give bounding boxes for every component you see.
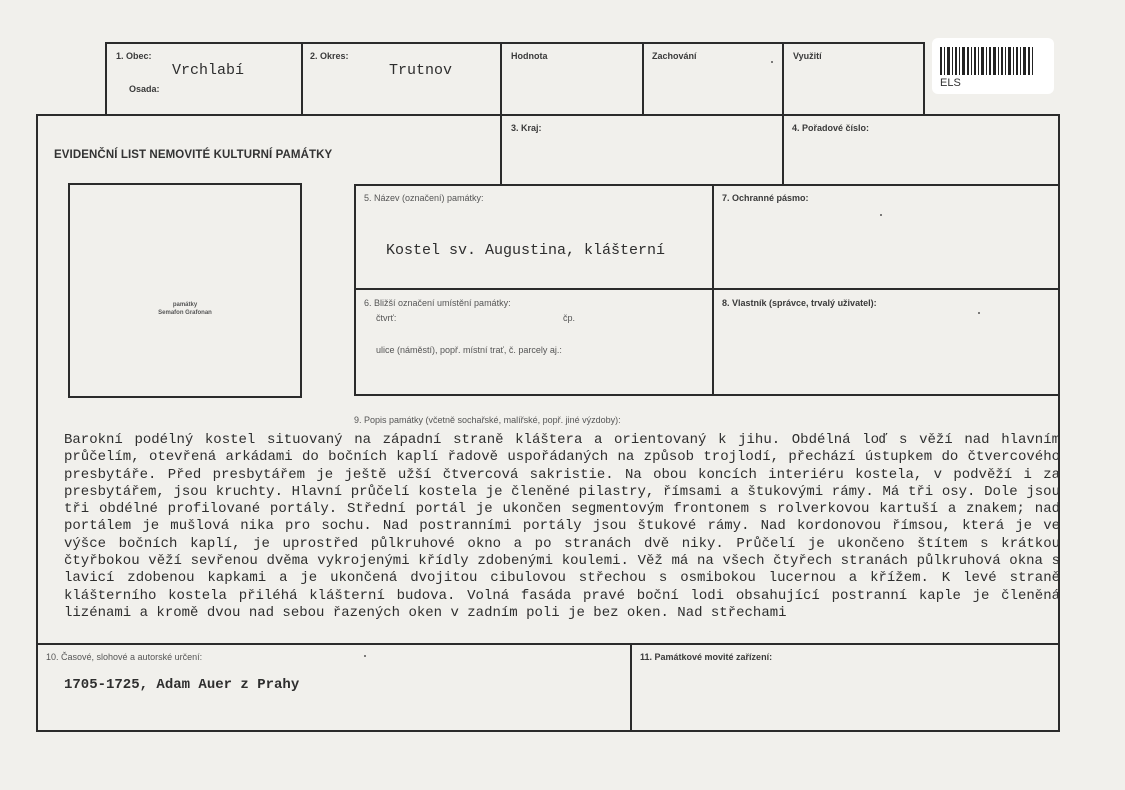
value-obec: Vrchlabí	[172, 62, 245, 79]
dot	[771, 61, 773, 63]
label-obec: 1. Obec:	[116, 51, 152, 61]
barcode-code: ELS	[940, 77, 961, 89]
label-cp: čp.	[563, 313, 576, 323]
rule	[782, 42, 784, 184]
rule	[923, 42, 925, 114]
label-vlastnik: 8. Vlastník (správce, trvalý uživatel):	[722, 298, 877, 308]
label-umisteni: 6. Bližší označení umístění památky:	[364, 298, 511, 308]
label-movite-zarizeni: 11. Památkové movité zařízení:	[640, 652, 773, 662]
label-nazev: 5. Název (označení) památky:	[364, 193, 484, 203]
barcode-sticker	[932, 38, 1054, 94]
rule	[105, 42, 107, 114]
label-osada: Osada:	[129, 84, 160, 94]
label-casove-zarazeni: 10. Časové, slohové a autorské určení:	[46, 652, 203, 662]
dot	[978, 312, 980, 314]
rule	[36, 730, 1060, 732]
value-casove-zarazeni: 1705-1725, Adam Auer z Prahy	[64, 677, 300, 693]
rule	[36, 643, 1060, 645]
label-okres: 2. Okres:	[310, 51, 349, 61]
photo-box-line2: Semafon Grafonan	[158, 310, 212, 316]
rule	[301, 42, 303, 114]
label-hodnota: Hodnota	[511, 51, 548, 61]
label-poradove-cislo: 4. Pořadové číslo:	[792, 123, 870, 133]
form-title: EVIDENČNÍ LIST NEMOVITÉ KULTURNÍ PAMÁTKY	[54, 149, 333, 161]
rule	[500, 42, 502, 184]
label-vyuziti: Využití	[793, 51, 822, 61]
value-okres: Trutnov	[389, 62, 453, 79]
barcode-icon	[940, 47, 1046, 75]
label-kraj: 3. Kraj:	[511, 123, 542, 133]
rule	[354, 288, 1060, 290]
label-ctvrt: čtvrť:	[376, 313, 397, 323]
label-popis: 9. Popis památky (včetně sochařské, malířské, popř. jiné výzdoby):	[354, 415, 621, 425]
value-popis: Barokní podélný kostel situovaný na západní straně kláštera a orientovaný k jihu. Obdélná loď s věží nad hlavním průčelím, otevřená arkádami do bočních kaplí řadově uspořádaných na způsob trojlodí, přechází ústupkem do čtvercového presbytáře. Před presbytářem je ještě užší čtvercová sakristie. Na obou koncích interiéru kostela, v podvěží i za presbytářem, jsou kruchty. Hlavní průčelí kostela je členěné pilastry, římsami a štukovými rámy. Má tři osy. Dole jsou tři obdélné profilované portály. Střední portál je ukončen segmentovým frontonem s rolverkovou kartuší a znakem; nad portálem je mušlová nika pro sochu. Nad postranními portály jsou štukové rámy. Nad kordonovou římsou, která je ve výšce bočních kaplí, je uprostřed půlkruhové okno a po stranách dvě niky. Průčelí je ukončeno štítem s krátkou čtyřbokou věží sevřenou dvěma vykrojenými křídly zdobenými koulemi. Věž má na všech čtyřech stranách půlkruhová okna s lavicí zdobenou kapkami a je ukončená dvojitou cibulovou střechou s osmibokou lucernou a křížem. K levé straně klášterního kostela přiléhá klášterní budova. Volná fasáda pravé boční lodi obsahující postranní kaple je členěná lizénami a kromě dvou nad sebou řazených oken v zadním poli je bez oken. Nad střechami	[64, 432, 1060, 621]
value-nazev: Kostel sv. Augustina, klášterní	[386, 242, 666, 259]
dot	[880, 214, 882, 216]
label-ulice: ulice (náměstí), popř. místní trať, č. parcely aj.:	[376, 345, 562, 355]
rule	[354, 184, 1060, 186]
rule	[36, 114, 38, 732]
photo-box	[68, 183, 302, 398]
rule	[36, 114, 1060, 116]
rule	[630, 643, 632, 732]
dot	[364, 655, 366, 657]
label-zachovani: Zachování	[652, 51, 697, 61]
label-ochranne-pasmo: 7. Ochranné pásmo:	[722, 193, 809, 203]
rule	[642, 42, 644, 114]
photo-box-line1: památky	[172, 302, 198, 308]
rule	[354, 394, 1060, 396]
rule	[105, 42, 925, 44]
